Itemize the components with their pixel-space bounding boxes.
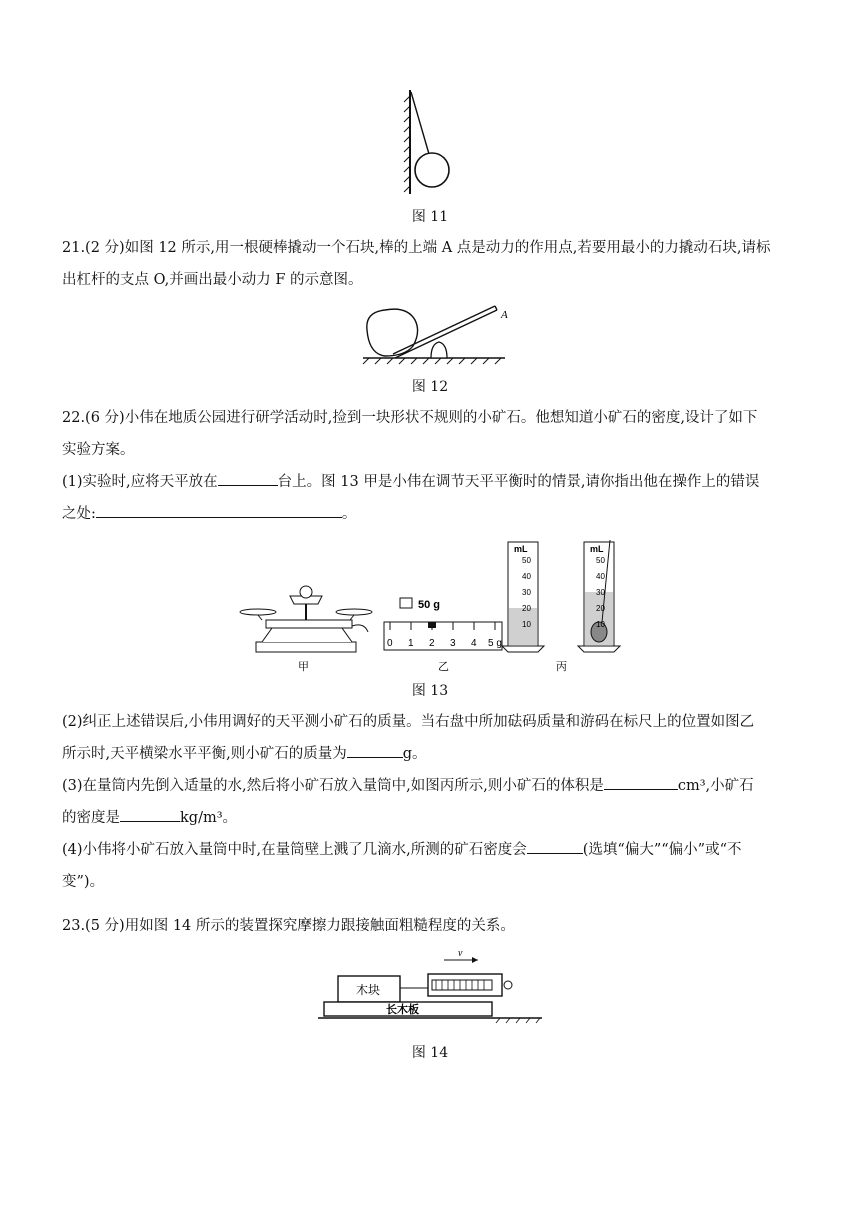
fig13-tick-4: 4 xyxy=(471,638,477,649)
q22-p3-text-c: 的密度是 xyxy=(62,810,120,826)
q22-blank-5[interactable] xyxy=(120,805,180,822)
q22-p3-line1 xyxy=(62,770,802,802)
q21-line2: 出杠杆的支点 O,并画出最小动力 F 的示意图。 xyxy=(62,272,363,288)
figure-14-friction xyxy=(318,944,544,1024)
q22-blank-3[interactable] xyxy=(347,741,403,758)
figure-11-caption: 图 11 xyxy=(411,209,449,225)
fig13-cyl1-tick-30: 30 xyxy=(522,588,531,597)
q22-p2-line1: (2)纠正上述错误后,小伟用调好的天平测小矿石的质量。当右盘中所加砝码质量和游码在标尺上的位置如图乙 xyxy=(62,714,755,730)
fig13-cylinder-water xyxy=(502,542,544,652)
q22-part1-line xyxy=(62,466,802,498)
q22-line1: 22.(6 分)小伟在地质公园进行研学活动时,捡到一块形状不规则的小矿石。他想知道小矿石的密度,设计了如下 xyxy=(62,410,758,426)
fig13-tick-0: 0 xyxy=(387,638,393,649)
fig13-cyl2-tick-20: 20 xyxy=(596,604,605,613)
q22-p1-text-d: 。 xyxy=(341,506,357,522)
fig13-cyl1-unit: mL xyxy=(514,544,528,554)
q22-p4-text-a: (4)小伟将小矿石放入量筒中时,在量筒壁上溅了几滴水,所测的矿石密度会 xyxy=(62,842,527,858)
figure-13-apparatus xyxy=(232,536,632,676)
fig13-cyl1-tick-20: 20 xyxy=(522,604,531,613)
fig13-label-bing: 丙 xyxy=(556,661,567,673)
fig13-label-jia: 甲 xyxy=(298,661,309,673)
q22-part1-line2 xyxy=(62,498,802,530)
fig13-cyl2-tick-40: 40 xyxy=(596,572,605,581)
q22-p4-text-b: (选填“偏大”“偏小”或“不 xyxy=(582,842,742,858)
q22-line2: 实验方案。 xyxy=(62,442,135,458)
fig13-cyl1-tick-50: 50 xyxy=(522,556,531,565)
fig13-cyl2-unit: mL xyxy=(590,544,604,554)
figure-14-caption: 图 14 xyxy=(411,1045,449,1061)
fig13-tick-3: 3 xyxy=(450,638,456,649)
q22-p3-text-d: kg/m³。 xyxy=(180,810,238,826)
q22-blank-4[interactable] xyxy=(604,773,678,790)
fig13-label-yi: 乙 xyxy=(438,661,449,673)
fig14-board-label: 长木板 xyxy=(386,1004,419,1016)
question-22 xyxy=(62,402,802,530)
fig13-balance xyxy=(240,586,372,652)
question-22-continued xyxy=(62,706,802,898)
q22-blank-6[interactable] xyxy=(527,837,583,854)
fig13-cyl1-tick-10: 10 xyxy=(522,620,531,629)
q22-p1-text-c: 之处: xyxy=(62,506,96,522)
question-23 xyxy=(62,910,802,942)
q22-p2-text-b: 所示时,天平横梁水平平衡,则小矿石的质量为 xyxy=(62,746,347,762)
fig13-cyl2-tick-10: 10 xyxy=(596,620,605,629)
fig13-cyl1-tick-40: 40 xyxy=(522,572,531,581)
fig13-cyl2-tick-50: 50 xyxy=(596,556,605,565)
q22-p4-line2: 变”)。 xyxy=(62,874,105,890)
fig12-point-a: A xyxy=(501,309,508,321)
q23-line1: 23.(5 分)用如图 14 所示的装置探究摩擦力跟接触面粗糙程度的关系。 xyxy=(62,918,515,934)
question-21 xyxy=(62,232,802,296)
q21-line1: 21.(2 分)如图 12 所示,用一根硬棒撬动一个石块,棒的上端 A 点是动力的作用点,若要用最小的力撬动石块,请标 xyxy=(62,240,771,256)
q22-p3-text-a: (3)在量筒内先倒入适量的水,然后将小矿石放入量筒中,如图丙所示,则小矿石的体积是 xyxy=(62,778,604,794)
fig13-cyl2-tick-30: 30 xyxy=(596,588,605,597)
q22-p2-text-c: g。 xyxy=(402,746,427,762)
figure-11-pendulum xyxy=(395,88,465,198)
fig13-ruler xyxy=(384,598,502,650)
fig14-block-label: 木块 xyxy=(356,983,381,997)
q22-blank-2[interactable] xyxy=(96,501,342,518)
q22-p1-text-b: 台上。图 13 甲是小伟在调节天平平衡时的情景,请你指出他在操作上的错误 xyxy=(277,474,760,490)
q22-blank-1[interactable] xyxy=(218,469,278,486)
fig13-tick-5: 5 g xyxy=(488,638,502,649)
fig13-tick-2: 2 xyxy=(429,638,435,649)
fig13-tick-1: 1 xyxy=(408,638,414,649)
q22-p3-line2 xyxy=(62,802,802,834)
q22-p4-line1 xyxy=(62,834,802,866)
q22-p3-text-b: cm³,小矿石 xyxy=(677,778,754,794)
fig14-velocity-label: v xyxy=(458,948,463,959)
q22-p1-text-a: (1)实验时,应将天平放在 xyxy=(62,474,218,490)
figure-13-caption: 图 13 xyxy=(411,683,449,699)
figure-12-caption: 图 12 xyxy=(411,379,449,395)
q22-p2-line2 xyxy=(62,738,802,770)
fig13-weight-label: 50 g xyxy=(418,599,441,611)
fig13-cylinder-stone xyxy=(578,540,620,652)
figure-12-lever xyxy=(355,300,515,366)
